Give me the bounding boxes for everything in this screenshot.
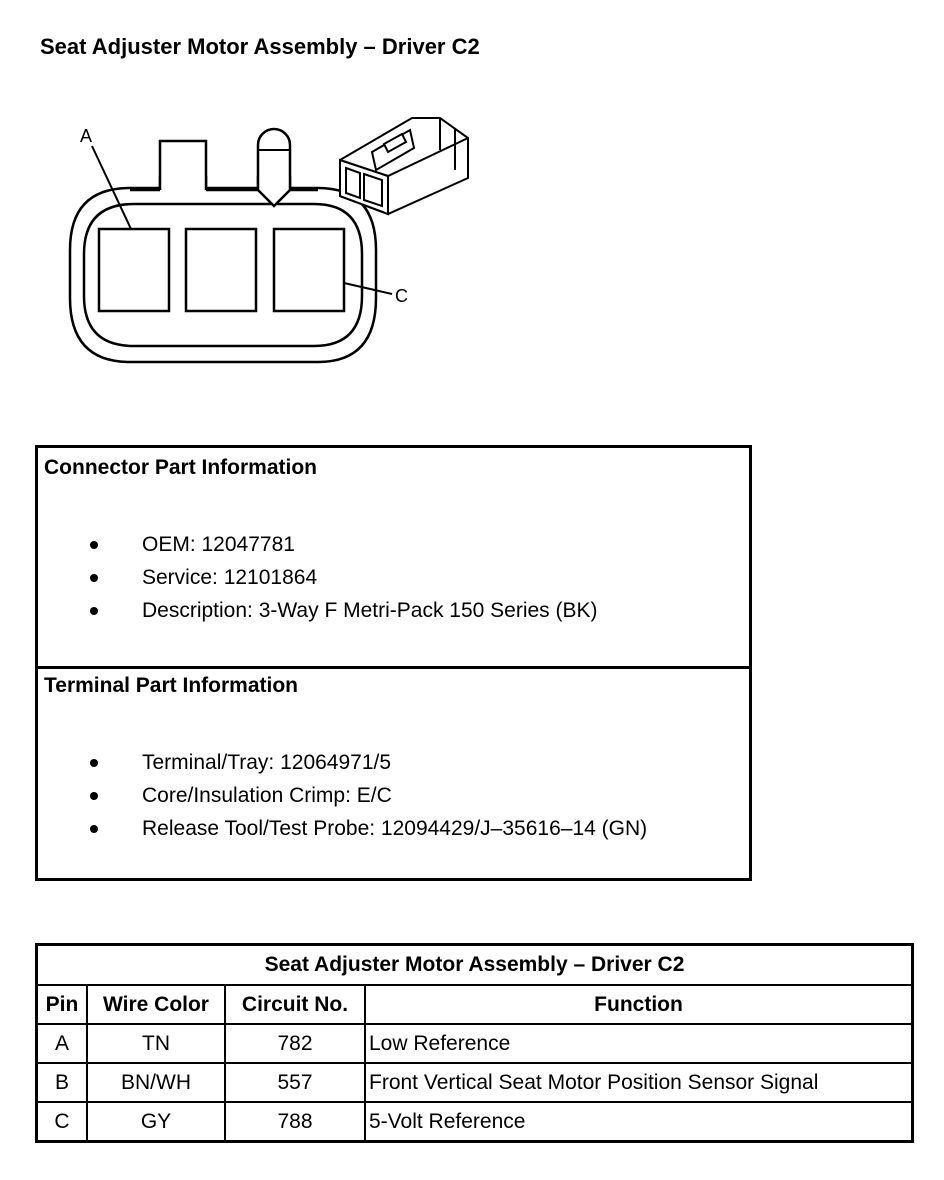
- bullet-icon: [90, 607, 98, 615]
- cell-wire-color: GY: [87, 1102, 225, 1142]
- bullet-icon: [90, 825, 98, 833]
- terminal-part-information: [38, 666, 749, 881]
- cell-pin: A: [37, 1024, 88, 1063]
- list-item: Description: 3-Way F Metri-Pack 150 Series (BK): [90, 594, 598, 627]
- header-circuit-no: Circuit No.: [225, 985, 365, 1024]
- list-item: Release Tool/Test Probe: 12094429/J–35616–14 (GN): [90, 812, 647, 845]
- terminal-info-list: [90, 746, 647, 845]
- list-item: Terminal/Tray: 12064971/5: [90, 746, 647, 779]
- cell-circuit-no: 788: [225, 1102, 365, 1142]
- table-header-row: [37, 985, 913, 1024]
- bullet-icon: [90, 792, 98, 800]
- bullet-icon: [90, 574, 98, 582]
- terminal-info-heading: Terminal Part Information: [44, 674, 298, 697]
- cell-wire-color: BN/WH: [87, 1063, 225, 1102]
- cell-function: Low Reference: [365, 1024, 913, 1063]
- list-item: Core/Insulation Crimp: E/C: [90, 779, 647, 812]
- cell-function: 5-Volt Reference: [365, 1102, 913, 1142]
- list-item: OEM: 12047781: [90, 528, 598, 561]
- cell-function: Front Vertical Seat Motor Position Sensor Signal: [365, 1063, 913, 1102]
- cavity-c: [274, 229, 344, 311]
- table-caption: Seat Adjuster Motor Assembly – Driver C2: [37, 945, 913, 986]
- cell-pin: B: [37, 1063, 88, 1102]
- cell-pin: C: [37, 1102, 88, 1142]
- part-info-box: [35, 445, 752, 881]
- connector-info-list: [90, 528, 598, 627]
- connector-iso-icon: [340, 118, 468, 214]
- header-function: Function: [365, 985, 913, 1024]
- list-item: Service: 12101864: [90, 561, 598, 594]
- header-pin: Pin: [37, 985, 88, 1024]
- cavity-a: [99, 229, 169, 311]
- table-row: [37, 1063, 913, 1102]
- connector-diagram: [0, 0, 944, 420]
- pinout-table: [35, 943, 914, 1143]
- pin-label-a: A: [80, 126, 93, 146]
- cell-circuit-no: 782: [225, 1024, 365, 1063]
- bullet-icon: [90, 759, 98, 767]
- table-row: [37, 1102, 913, 1142]
- header-wire-color: Wire Color: [87, 985, 225, 1024]
- cavity-b: [186, 229, 256, 311]
- bullet-icon: [90, 541, 98, 549]
- connector-part-information: [38, 448, 749, 669]
- cell-wire-color: TN: [87, 1024, 225, 1063]
- page-title: Seat Adjuster Motor Assembly – Driver C2: [40, 34, 480, 59]
- pin-label-c: C: [395, 286, 408, 306]
- connector-info-heading: Connector Part Information: [44, 456, 318, 479]
- table-caption-row: [37, 945, 913, 986]
- table-row: [37, 1024, 913, 1063]
- cell-circuit-no: 557: [225, 1063, 365, 1102]
